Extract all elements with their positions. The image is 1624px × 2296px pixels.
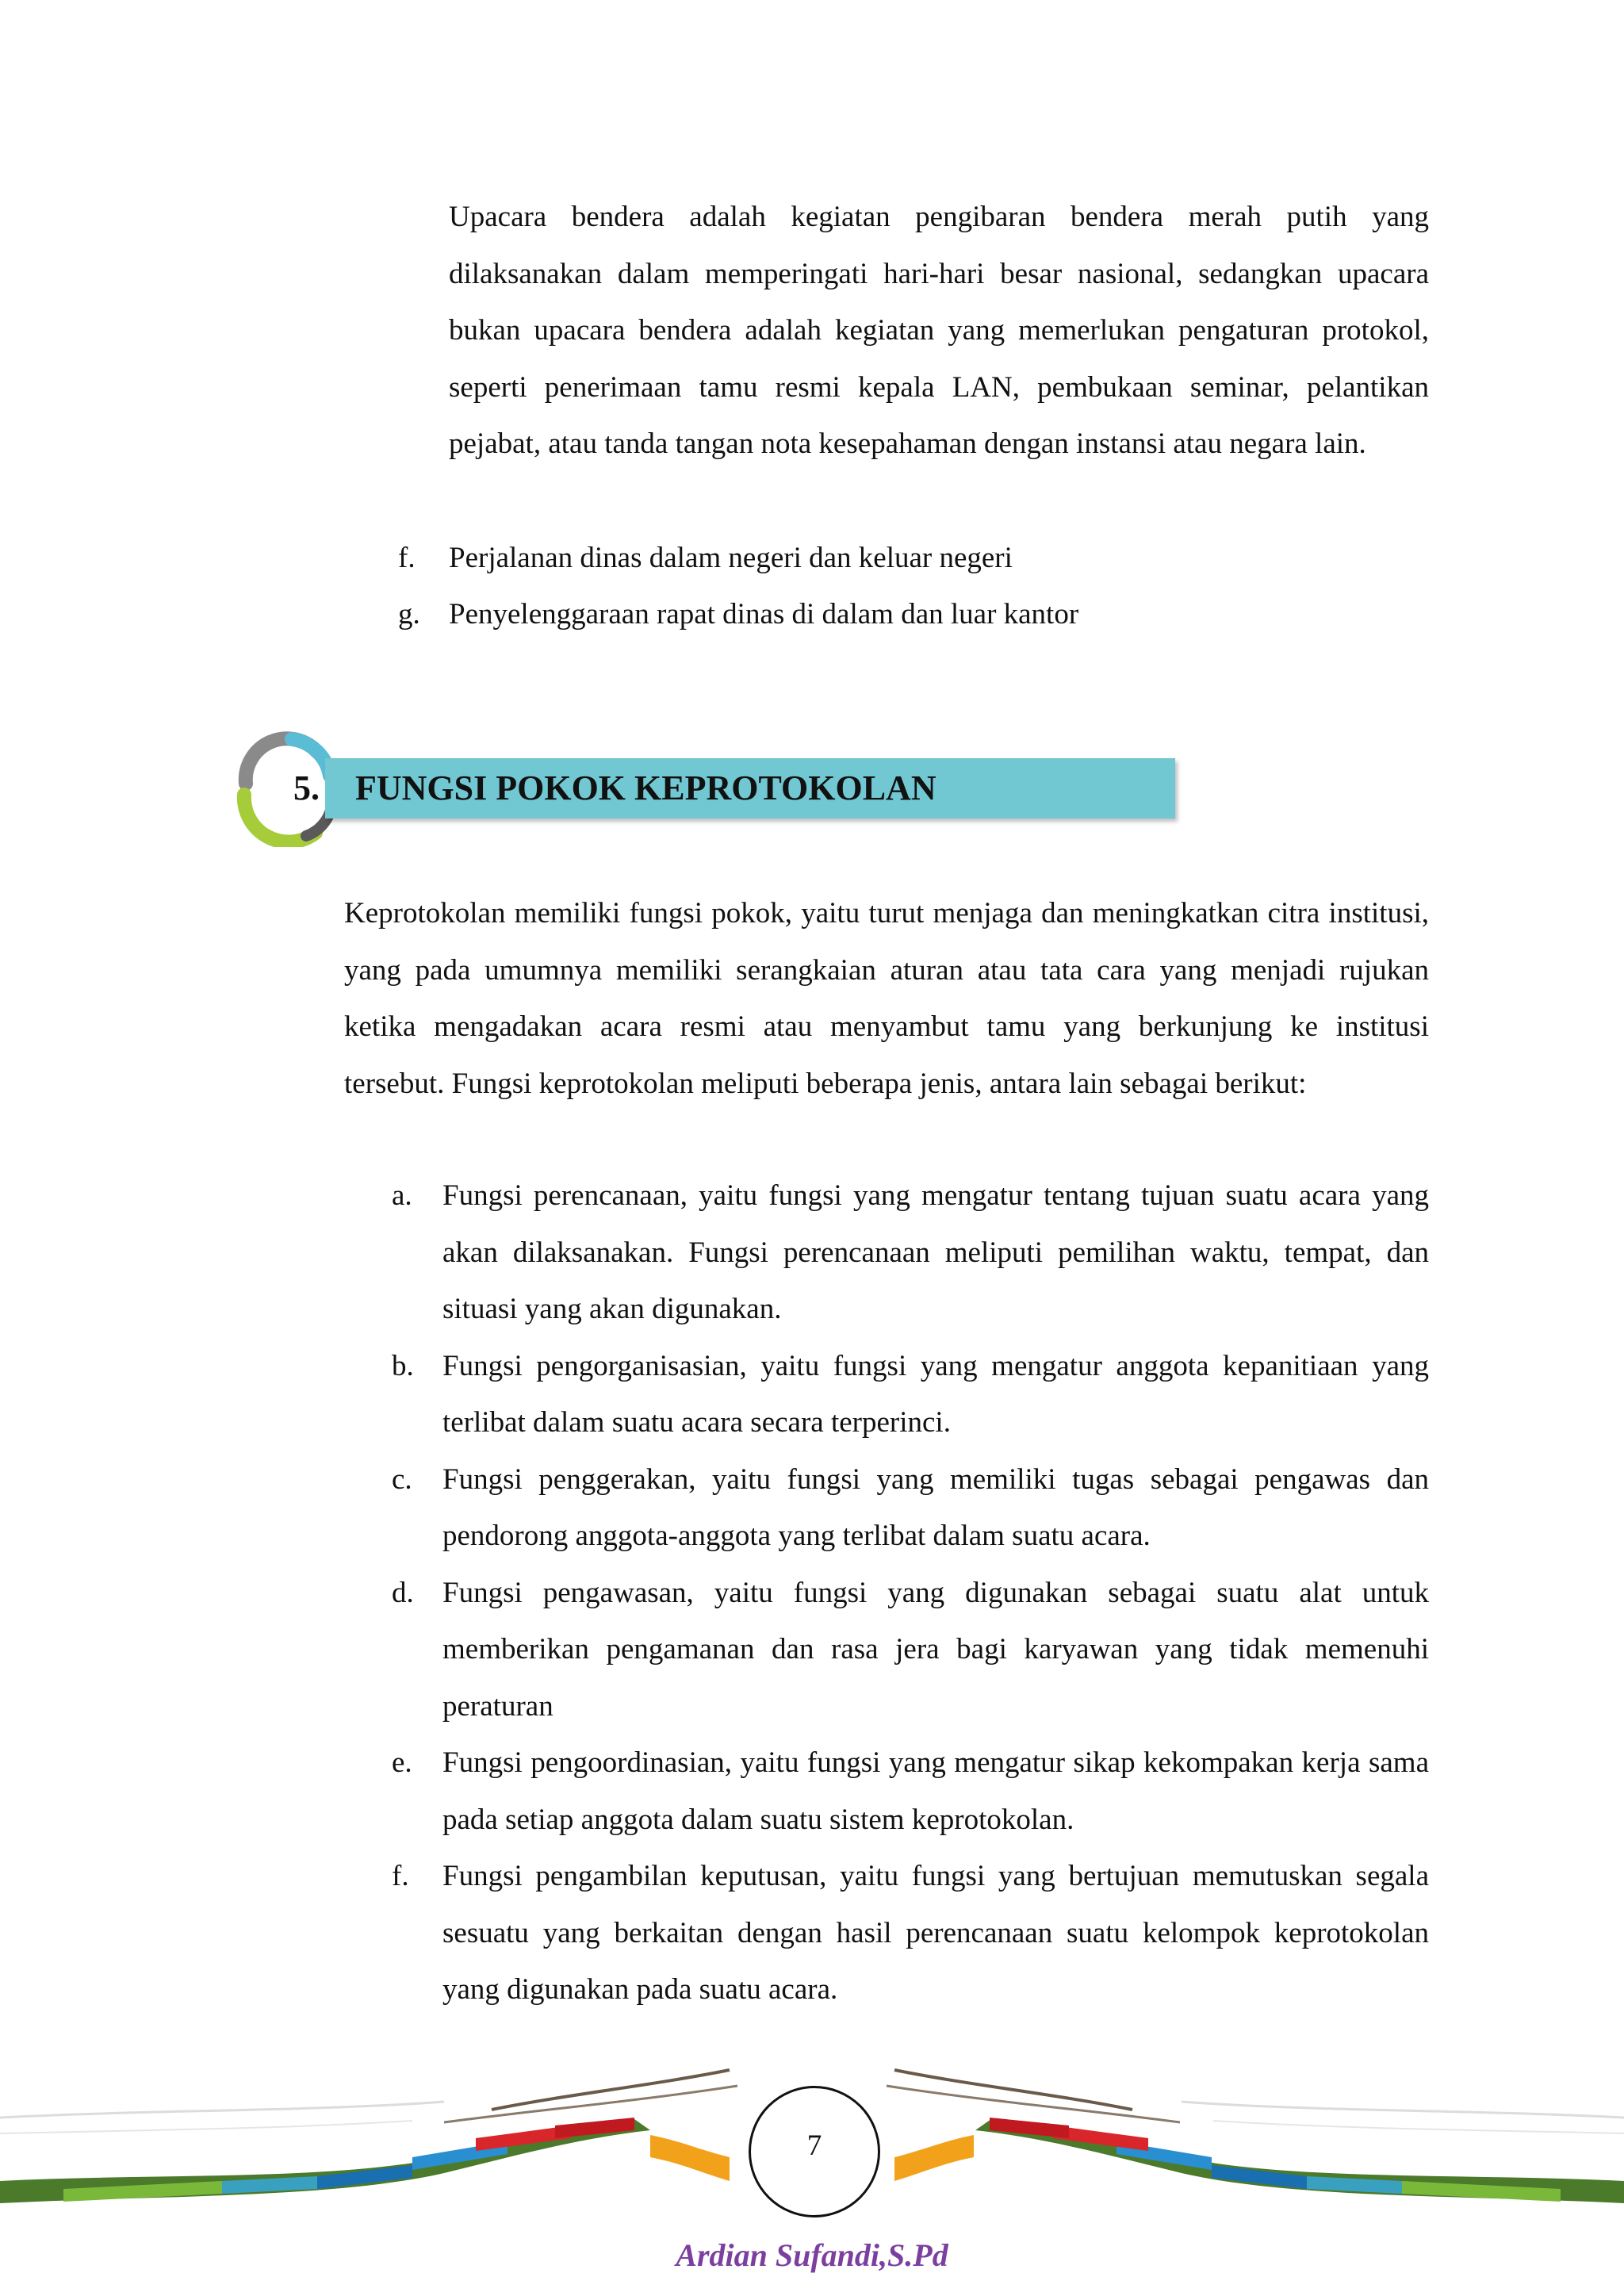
list-item-text: Fungsi pengambilan keputusan, yaitu fungsi yang bertujuan memutuskan segala sesuatu yang berkaitan dengan hasil perencanaan suatu kelompok keprotokolan yang digunakan pada suatu acara. — [442, 1860, 1429, 2006]
list-marker: e. — [392, 1746, 412, 1779]
list-marker: f. — [392, 1860, 409, 1892]
list-item — [392, 1565, 1429, 1735]
author-name: Ardian Sufandi,S.Pd — [676, 2237, 948, 2273]
section-intro-paragraph: Keprotokolan memiliki fungsi pokok, yaitu turut menjaga dan meningkatkan citra institusi, yang pada umumnya memiliki serangkaian aturan atau tata cara yang menjadi rujukan ketika mengadakan acara resmi atau menyambut tamu yang berkunjung ke institusi tersebut. Fungsi keprotokolan meliputi beberapa jenis, antara lain sebagai berikut: — [344, 897, 1429, 1100]
list-item — [392, 1167, 1429, 1338]
function-list — [392, 1167, 1429, 2018]
list-marker: g. — [398, 598, 420, 631]
list-marker: b. — [392, 1349, 414, 1382]
swirl-logo-icon — [230, 728, 341, 847]
list-item-text: Perjalanan dinas dalam negeri dan keluar negeri — [449, 542, 1013, 574]
list-marker: f. — [398, 542, 416, 574]
list-item — [392, 1451, 1429, 1565]
list-marker: d. — [392, 1576, 414, 1609]
continuation-paragraph: Upacara bendera adalah kegiatan pengibaran bendera merah putih yang dilaksanakan dalam memperingati hari-hari besar nasional, sedangkan upacara bukan upacara bendera adalah kegiatan yang memerlukan pengaturan protokol, seperti penerimaan tamu resmi kepala LAN, pembukaan seminar, pelantikan pejabat, atau tanda tangan nota kesepahaman dengan instansi atau negara lain. — [449, 201, 1429, 460]
list-item-text: Fungsi pengawasan, yaitu fungsi yang digunakan sebagai suatu alat untuk memberikan pengamanan dan rasa jera bagi karyawan yang tidak memenuhi peraturan — [442, 1576, 1429, 1723]
list-item-text: Fungsi pengoordinasian, yaitu fungsi yang mengatur sikap kekompakan kerja sama pada setiap anggota dalam suatu sistem keprotokolan. — [442, 1746, 1429, 1836]
list-item — [398, 530, 1429, 587]
list-item-text: Fungsi pengorganisasian, yaitu fungsi yang mengatur anggota kepanitiaan yang terlibat dalam suatu acara secara terperinci. — [442, 1349, 1429, 1439]
list-marker: c. — [392, 1462, 412, 1496]
list-item-text: Fungsi penggerakan, yaitu fungsi yang memiliki tugas sebagai pengawas dan pendorong anggota-anggota yang terlibat dalam suatu acara. — [442, 1462, 1429, 1552]
list-item-text: Penyelenggaraan rapat dinas di dalam dan luar kantor — [449, 598, 1079, 631]
page-number: 7 — [806, 2129, 822, 2162]
list-item — [398, 586, 1429, 643]
section-heading — [230, 728, 1269, 847]
section-title: FUNGSI POKOK KEPROTOKOLAN — [355, 769, 936, 807]
list-item — [392, 1734, 1429, 1848]
list-item — [392, 1848, 1429, 2018]
list-marker: a. — [392, 1179, 412, 1212]
list-item — [392, 1338, 1429, 1451]
list-item-text: Fungsi perencanaan, yaitu fungsi yang mengatur tentang tujuan suatu acara yang akan dilaksanakan. Fungsi perencanaan meliputi pemilihan waktu, tempat, dan situasi yang akan digunakan. — [442, 1179, 1429, 1325]
section-number: 5. — [293, 769, 320, 807]
